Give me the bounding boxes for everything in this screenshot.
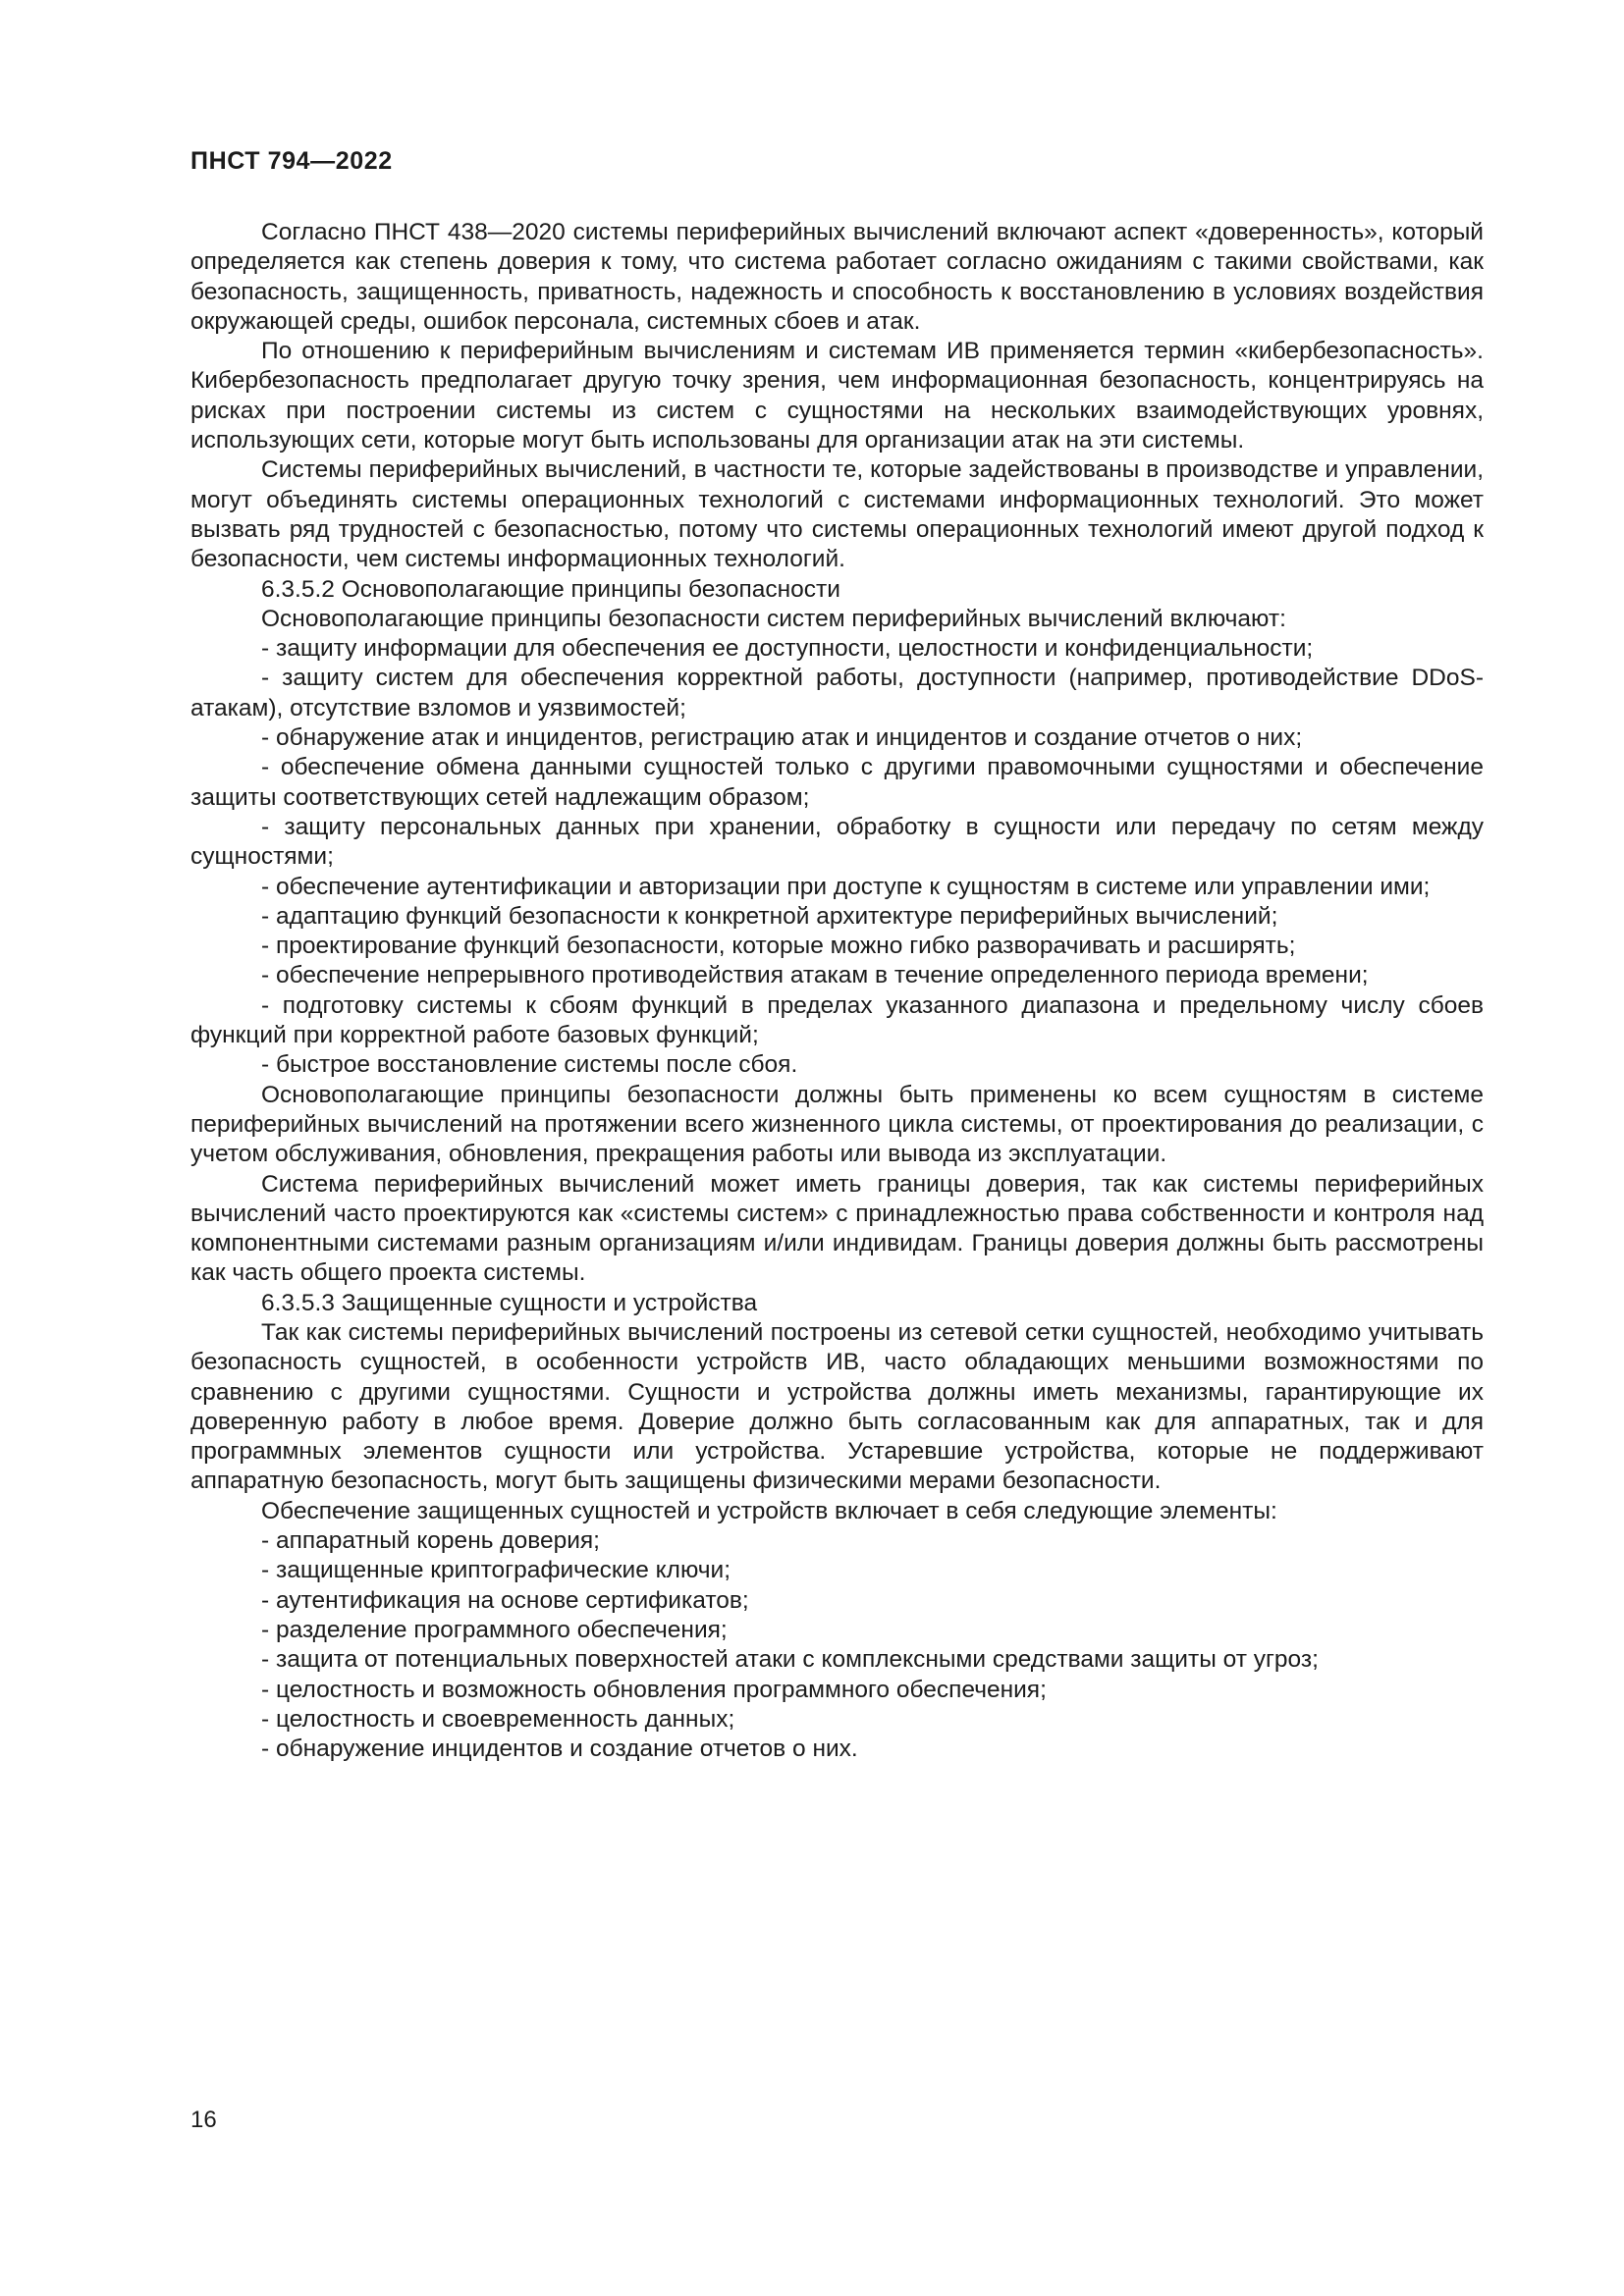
page-number: 16 bbox=[190, 2107, 217, 2133]
list-item-principle: - обеспечение непрерывного противодействия атакам в течение определенного периода времени; bbox=[261, 962, 1369, 989]
list-item-element: - защита от потенциальных поверхностей атаки с комплексными средствами защиты от угроз; bbox=[261, 1646, 1319, 1674]
document-body bbox=[190, 218, 1484, 1764]
list-item-principle: - защиту информации для обеспечения ее доступности, целостности и конфиденциальности; bbox=[261, 635, 1314, 663]
paragraph-principles-intro: Основополагающие принципы безопасности систем периферийных вычислений включают: bbox=[261, 605, 1286, 632]
section-heading-6-3-5-3: 6.3.5.3 Защищенные сущности и устройства bbox=[261, 1289, 758, 1316]
document-id-header: ПНСТ 794—2022 bbox=[190, 147, 393, 175]
paragraph-trust-boundaries: Система периферийных вычислений может иметь границы доверия, так как системы периферийных вычислений часто проектируются как «системы систем» с принадлежностью права собственности и контроля над компонентными системами разным организациям и/или индивидам. Границы доверия должны быть рассмотрены как часть общего проекта системы. bbox=[190, 1170, 1484, 1287]
paragraph-trustworthiness: Согласно ПНСТ 438—2020 системы периферийных вычислений включают аспект «доверенность», который определяется как степень доверия к тому, что система работает согласно ожиданиям с такими свойствами, как безопасность, защищенность, приватность, надежность и способность к восстановлению в условиях воздействия окружающей среды, ошибок персонала, системных сбоев и атак. bbox=[190, 219, 1484, 335]
list-item-principle: - быстрое восстановление системы после сбоя. bbox=[261, 1051, 798, 1079]
paragraph-lifecycle: Основополагающие принципы безопасности должны быть применены ко всем сущностям в системе периферийных вычислений на протяжении всего жизненного цикла системы, от проектирования до реализации, с учетом обслуживания, обновления, прекращения работы или вывода из эксплуатации. bbox=[190, 1081, 1484, 1168]
list-item-element: - целостность и своевременность данных; bbox=[261, 1705, 735, 1733]
list-item-principle: - обеспечение обмена данными сущностей только с другими правомочными сущностями и обеспечение защиты соответствующих сетей надлежащим образом; bbox=[190, 754, 1484, 811]
paragraph-elements-intro: Обеспечение защищенных сущностей и устройств включает в себя следующие элементы: bbox=[261, 1497, 1277, 1524]
list-item-element: - обнаружение инцидентов и создание отчетов о них. bbox=[261, 1735, 858, 1763]
list-item-principle: - подготовку системы к сбоям функций в пределах указанного диапазона и предельному числу сбоев функций при корректной работе базовых функций; bbox=[190, 991, 1484, 1049]
list-item-principle: - обеспечение аутентификации и авторизации при доступе к сущностям в системе или управлении ими; bbox=[261, 873, 1431, 900]
list-item-principle: - обнаружение атак и инцидентов, регистрацию атак и инцидентов и создание отчетов о них; bbox=[261, 724, 1303, 752]
list-item-principle: - защиту систем для обеспечения корректной работы, доступности (например, противодействие DDoS-атакам), отсутствие взломов и уязвимостей; bbox=[190, 665, 1484, 721]
list-item-element: - аппаратный корень доверия; bbox=[261, 1527, 600, 1555]
paragraph-cybersecurity: По отношению к периферийным вычислениям и системам ИВ применяется термин «кибербезопасность». Кибербезопасность предполагает другую точку зрения, чем информационная безопасность, концентрируясь на рисках при построении системы из систем с сущностями на нескольких взаимодействующих уровнях, использующих сети, которые могут быть использованы для организации атак на эти системы. bbox=[190, 338, 1484, 454]
list-item-element: - разделение программного обеспечения; bbox=[261, 1616, 728, 1643]
section-heading-6-3-5-2: 6.3.5.2 Основополагающие принципы безопасности bbox=[261, 575, 840, 603]
list-item-principle: - адаптацию функций безопасности к конкретной архитектуре периферийных вычислений; bbox=[261, 902, 1278, 930]
list-item-principle: - проектирование функций безопасности, которые можно гибко разворачивать и расширять; bbox=[261, 933, 1296, 960]
list-item-principle: - защиту персональных данных при хранении, обработку в сущности или передачу по сетям между сущностями; bbox=[190, 813, 1484, 871]
list-item-element: - защищенные криптографические ключи; bbox=[261, 1557, 731, 1584]
paragraph-secure-entities: Так как системы периферийных вычислений построены из сетевой сетки сущностей, необходимо учитывать безопасность сущностей, в особенности устройств ИВ, часто обладающих меньшими возможностями по сравнению с другими сущностями. Сущности и устройства должны иметь механизмы, гарантирующие их доверенную работу в любое время. Доверие должно быть согласованным как для аппаратных, так и для программных элементов сущности или устройства. Устаревшие устройства, которые не поддерживают аппаратную безопасность, могут быть защищены физическими мерами безопасности. bbox=[190, 1318, 1484, 1495]
list-item-element: - аутентификация на основе сертификатов; bbox=[261, 1586, 749, 1614]
paragraph-ot-it-systems: Системы периферийных вычислений, в частности те, которые задействованы в производстве и управлении, могут объединять системы операционных технологий с системами информационных технологий. Это может вызвать ряд трудностей с безопасностью, потому что системы операционных технологий имеют другой подход к безопасности, чем системы информационных технологий. bbox=[190, 456, 1484, 573]
list-item-element: - целостность и возможность обновления программного обеспечения; bbox=[261, 1676, 1047, 1703]
